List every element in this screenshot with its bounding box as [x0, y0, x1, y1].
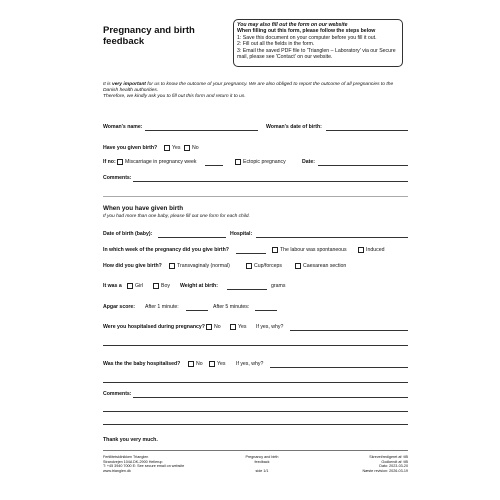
hosp-pregnancy-yes-checkbox[interactable] [230, 324, 236, 330]
footer-doc-title-1: Pregnancy and birth [245, 455, 279, 459]
apgar-5min-field[interactable] [255, 310, 277, 311]
birth-comments-label: Comments: [103, 391, 132, 397]
apgar-label: Apgar score: [103, 304, 135, 310]
given-birth-no-checkbox[interactable] [184, 145, 190, 151]
intro-emphasis: very important [111, 82, 146, 87]
intro-line2: Therefore, we kindly ask you to fill out this form and return it to us. [103, 94, 246, 100]
miscarriage-label: Miscarriage in pregnancy week [125, 159, 197, 165]
given-birth-yes-checkbox[interactable] [164, 145, 170, 151]
hosp-pregnancy-no-checkbox[interactable] [206, 324, 212, 330]
hosp-pregnancy-yes-label: Yes [238, 324, 247, 330]
birth-section-heading: When you have given birth [103, 205, 184, 212]
intro-text [103, 82, 408, 101]
miscarriage-checkbox[interactable] [117, 159, 123, 165]
baby-hosp-why-field-2[interactable] [103, 382, 408, 383]
footer-org-contact: T: +45 3940 7000 E: See secure email on website [103, 464, 185, 469]
cup-forceps-checkbox[interactable] [246, 263, 252, 269]
footer-date: Dato: 2023-03-20 [379, 464, 408, 469]
hospital-field[interactable] [256, 237, 408, 238]
induced-label: Induced [366, 247, 385, 253]
cup-forceps-label: Cup/forceps [254, 263, 282, 269]
if-no-date-label: Date: [302, 159, 315, 165]
intro-line1-pre: It is [103, 82, 112, 87]
baby-hosp-label: Was the the baby hospitalised? [103, 361, 181, 367]
birth-week-field[interactable] [236, 253, 266, 254]
footer-document [232, 455, 292, 473]
induced-checkbox[interactable] [358, 247, 364, 253]
instructions-step-3: 3: Email the saved PDF file to 'Trianglen – Laboratory' via our Secure mail, please see 'Contact' on our website. [237, 47, 396, 61]
footer-written-by: Skrevet/redigeret af: tIB [369, 455, 408, 459]
instructions-step-1: 1: Save this document on your computer before you fill it out. [237, 34, 377, 41]
caesarean-label: Caesarean section [303, 263, 347, 269]
footer-doc-title-2: feedback [254, 459, 270, 464]
ectopic-label: Ectopic pregnancy [243, 159, 286, 165]
transvaginal-checkbox[interactable] [169, 263, 175, 269]
hosp-pregnancy-label: Were you hospitalsed during pregnancy? [103, 324, 205, 330]
womans-dob-field[interactable] [326, 130, 408, 131]
apgar-1min-field[interactable] [186, 310, 208, 311]
comments-label: Comments: [103, 175, 132, 181]
instructions-website-note: You may also fill out the form on our website [237, 22, 348, 28]
section-divider [103, 196, 408, 197]
footer-divider [103, 450, 408, 451]
spontaneous-checkbox[interactable] [272, 247, 278, 253]
footer-approved-by: Godkendt af: tIB [381, 459, 408, 464]
baby-hosp-no-label: No [196, 361, 203, 367]
womans-dob-label: Woman's date of birth: [266, 124, 322, 130]
birth-comments-field-3[interactable] [103, 424, 408, 425]
apgar-5min-label: After 5 minutes: [213, 304, 250, 310]
baby-hosp-yes-checkbox[interactable] [209, 361, 215, 367]
if-no-date-field[interactable] [318, 165, 408, 166]
birth-weight-field[interactable] [227, 289, 267, 290]
hosp-pregnancy-why-field-2[interactable] [103, 345, 408, 346]
apgar-1min-label: After 1 minute: [145, 304, 179, 310]
grams-unit: grams [271, 283, 286, 289]
transvaginal-label: Transvaginaly (normal) [177, 263, 230, 269]
thank-you-text: Thank you very much. [103, 437, 158, 443]
footer-org-name: Fertilitetsklinikken Trianglen [103, 455, 149, 459]
hosp-pregnancy-why-label: If yes, why? [256, 324, 284, 330]
girl-label: Girl [135, 283, 144, 289]
boy-label: Boy [161, 283, 170, 289]
given-birth-yes-label: Yes [172, 145, 181, 151]
hospital-label: Hospital: [230, 231, 253, 237]
ectopic-checkbox[interactable] [235, 159, 241, 165]
footer-next-revision: Næste revision: 2026-03-19 [362, 468, 408, 473]
hosp-pregnancy-why-field[interactable] [290, 330, 408, 331]
comments-field[interactable] [133, 181, 408, 182]
form-title: Pregnancy and birth feedback [103, 25, 195, 47]
if-no-label: If no: [103, 159, 116, 165]
birth-method-label: How did you give birth? [103, 263, 162, 269]
hosp-pregnancy-no-label: No [214, 324, 221, 330]
baby-hosp-no-checkbox[interactable] [188, 361, 194, 367]
birth-weight-label: Weight at birth: [180, 283, 218, 289]
birth-comments-field[interactable] [133, 397, 408, 398]
intro-line1-post: for us to know the outcome of your pregnancy. We are also obliged to report the outcome of all pregnancies to the Danish health authorities. [103, 82, 394, 94]
instructions-step-2: 2: Fill out all the fields in the form. [237, 41, 315, 48]
baby-hosp-why-label: If yes, why? [236, 361, 264, 367]
given-birth-label: Have you given birth? [103, 145, 158, 151]
miscarriage-week-field[interactable] [205, 165, 223, 166]
footer-org-website[interactable]: www.trianglen.dk [103, 468, 131, 473]
footer-revision [328, 455, 408, 473]
birth-section-subheading: If you had more than one baby, please fill out one form for each child. [103, 214, 250, 219]
instructions-box [233, 19, 403, 67]
sex-label: It was a [103, 283, 122, 289]
footer-page-number: side 1/1 [255, 468, 269, 473]
birth-comments-field-2[interactable] [103, 411, 408, 412]
boy-checkbox[interactable] [153, 283, 159, 289]
womans-name-label: Woman's name: [103, 124, 143, 130]
baby-hosp-why-field[interactable] [270, 367, 408, 368]
birth-week-label: In which week of the pregnancy did you give birth? [103, 247, 229, 253]
footer-organisation [103, 455, 203, 473]
baby-dob-label: Date of birth (baby): [103, 231, 153, 237]
girl-checkbox[interactable] [127, 283, 133, 289]
womans-name-field[interactable] [145, 130, 258, 131]
baby-dob-field[interactable] [158, 237, 226, 238]
caesarean-checkbox[interactable] [295, 263, 301, 269]
spontaneous-label: The labour was spontaneous [280, 247, 347, 253]
footer-org-address: Strandvejen 104A DK-2900 Hellerup [103, 459, 163, 464]
given-birth-no-label: No [192, 145, 199, 151]
baby-hosp-yes-label: Yes [217, 361, 226, 367]
instructions-heading: When filling out this form, please follow the steps below [237, 28, 376, 35]
